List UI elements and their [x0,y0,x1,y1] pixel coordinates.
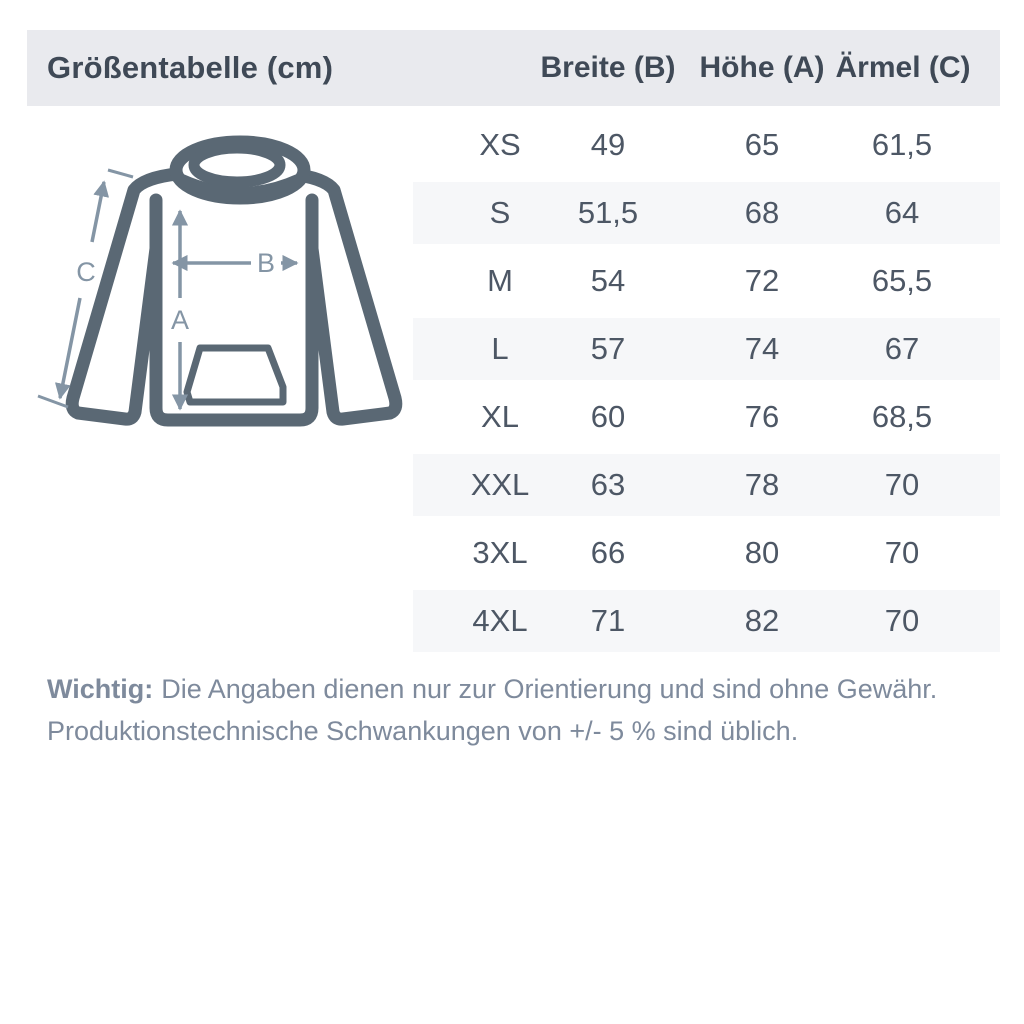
aermel-cell: 68,5 [871,399,933,434]
measure-c-label: C [76,257,96,287]
breite-cell: 51,5 [577,195,639,230]
table-row [413,383,1000,451]
size-cell: L [491,331,509,366]
size-cell: XS [479,127,521,162]
header-band [27,30,1000,106]
breite-cell: 57 [590,331,626,366]
disclaimer-line1: Die Angaben dienen nur zur Orientierung und sind ohne Gewähr. [161,674,938,704]
disclaimer-note [47,668,977,752]
size-table [413,111,1000,655]
page-title: Größentabelle (cm) [47,50,334,85]
aermel-cell: 64 [884,195,920,230]
hoehe-cell: 74 [744,331,780,366]
size-cell: 3XL [472,535,528,570]
aermel-cell: 67 [884,331,920,366]
hoehe-cell: 68 [744,195,780,230]
hoehe-cell: 65 [744,127,780,162]
hoehe-cell: 72 [744,263,780,298]
aermel-cell: 70 [884,535,920,570]
table-row [413,111,1000,179]
breite-cell: 71 [590,603,626,638]
column-header-aermel: Ärmel (C) [835,51,971,84]
hoehe-cell: 78 [744,467,780,502]
aermel-cell: 61,5 [871,127,933,162]
aermel-cell: 70 [884,603,920,638]
column-header-hoehe: Höhe (A) [699,51,825,84]
hood-inner-ring [194,148,280,182]
breite-cell: 60 [590,399,626,434]
aermel-cell: 70 [884,467,920,502]
disclaimer-label: Wichtig: [47,674,154,704]
kangaroo-pocket [187,348,283,402]
table-row [413,315,1000,383]
breite-cell: 66 [590,535,626,570]
breite-cell: 49 [590,127,626,162]
hoodie-illustration [25,118,425,448]
disclaimer-line2: Produktionstechnische Schwankungen von +/- 5 % sind üblich. [47,716,799,746]
size-cell: S [489,195,511,230]
table-row [413,519,1000,587]
size-cell: 4XL [472,603,528,638]
size-cell: XXL [470,467,530,502]
hoehe-cell: 76 [744,399,780,434]
measure-a-label: A [170,305,190,335]
hoehe-cell: 82 [744,603,780,638]
table-row [413,587,1000,655]
measure-b-label: B [256,248,276,278]
table-row [413,247,1000,315]
breite-cell: 54 [590,263,626,298]
column-header-breite: Breite (B) [540,51,676,84]
table-row [413,179,1000,247]
breite-cell: 63 [590,467,626,502]
size-cell: XL [481,399,519,434]
aermel-cell: 65,5 [871,263,933,298]
size-cell: M [487,263,513,298]
hoehe-cell: 80 [744,535,780,570]
table-row [413,451,1000,519]
